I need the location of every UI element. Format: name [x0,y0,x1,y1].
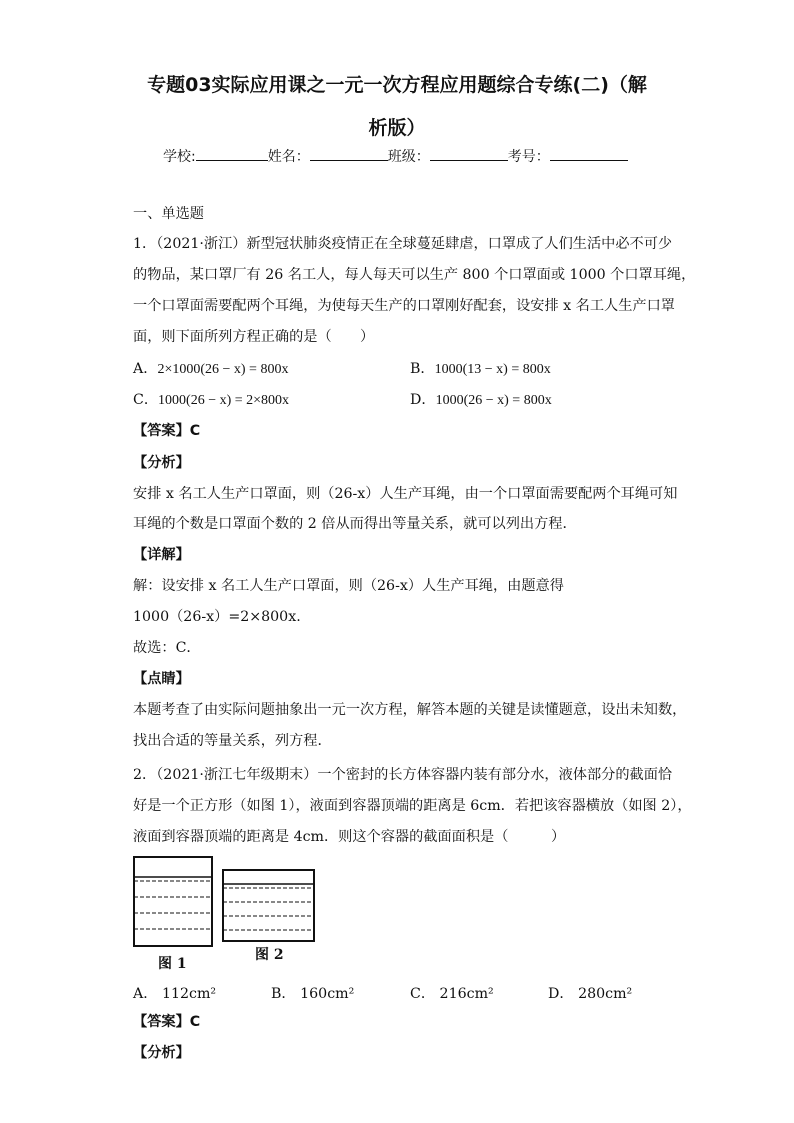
q2-answer: 【答案】C [133,1014,201,1030]
q2-text-3: 液面到容器顶端的距离是 4cm．则这个容器的截面面积是（ ） [133,829,566,845]
class-blank[interactable] [430,146,508,161]
option-b-label: B． [410,361,435,377]
figure-1-container [134,857,212,946]
container-figures [132,855,318,950]
q2-option-a: A． 112cm² [133,986,217,1002]
figure-1-label: 图 1 [158,956,187,972]
q1-answer: 【答案】C [133,423,201,439]
option-a-equation: 2×1000(26 − x) = 800x [157,362,289,377]
student-info [163,146,628,167]
option-c-label: C． [133,392,159,408]
q1-comment-2: 找出合适的等量关系，列方程． [133,733,332,749]
q2-option-c: C． 216cm² [410,986,494,1002]
name-label: 姓名： [267,149,310,165]
q1-analysis-1: 安排 x 名工人生产口罩面，则（26-x）人生产耳绳，由一个口罩面需要配两个耳绳可知 [133,486,678,502]
name-blank[interactable] [310,146,388,161]
q2-text-1: 2．（2021·浙江七年级期末）一个密封的长方体容器内装有部分水，液体部分的截面恰 [133,767,673,783]
option-a-label: A． [133,361,158,377]
q2-text-2: 好是一个正方形（如图 1），液面到容器顶端的距离是 6cm．若把该容器横放（如图 2）， [133,798,692,814]
page-title: 专题03实际应用课之一元一次方程应用题综合专练(二)（解 [147,74,647,96]
school-label: 学校: [163,149,196,165]
q1-detail-3: 故选：C． [133,640,201,656]
class-label: 班级： [387,149,430,165]
figure-2-label: 图 2 [255,947,284,963]
q1-comment-1: 本题考查了由实际问题抽象出一元一次方程，解答本题的关键是读懂题意，设出未知数， [133,702,687,718]
q2-option-b: B． 160cm² [271,986,355,1002]
q1-analysis-2: 耳绳的个数是口罩面个数的 2 倍从而得出等量关系，就可以列出方程． [133,516,577,532]
q1-text-2: 的物品，某口罩厂有 26 名工人，每人每天可以生产 800 个口罩面或 1000 个口罩耳绳， [133,267,696,283]
q1-text-4: 面，则下面所列方程正确的是（ ） [133,329,375,345]
q1-comment-heading: 【点睛】 [133,671,190,687]
section-heading: 一、单选题 [133,206,204,222]
q1-detail-2: 1000（26-x）=2×800x. [133,609,301,625]
q2-analysis-heading: 【分析】 [133,1045,190,1061]
q1-text-1: 1．（2021·浙江）新型冠状肺炎疫情正在全球蔓延肆虐，口罩成了人们生活中必不可少 [133,236,673,252]
q1-detail-1: 解：设安排 x 名工人生产口罩面，则（26-x）人生产耳绳，由题意得 [133,578,564,594]
q1-option-d [410,389,552,409]
page-title-cont: 析版） [368,117,426,139]
q2-option-d: D． 280cm² [548,986,633,1002]
q1-option-b [410,358,551,378]
option-d-equation: 1000(26 − x) = 800x [435,393,552,408]
figure-2-container [223,870,314,941]
q1-option-a [133,358,288,378]
option-c-equation: 1000(26 − x) = 2×800x [158,393,290,408]
q1-detail-heading: 【详解】 [133,547,190,563]
q1-option-c [133,389,289,409]
option-b-equation: 1000(13 − x) = 800x [434,362,551,377]
id-label: 考号： [507,149,550,165]
school-blank[interactable] [196,146,268,161]
q1-analysis-heading: 【分析】 [133,455,190,471]
id-blank[interactable] [550,146,628,161]
option-d-label: D． [410,392,436,408]
q1-text-3: 一个口罩面需要配两个耳绳，为使每天生产的口罩刚好配套，设安排 x 名工人生产口罩 [133,298,675,314]
